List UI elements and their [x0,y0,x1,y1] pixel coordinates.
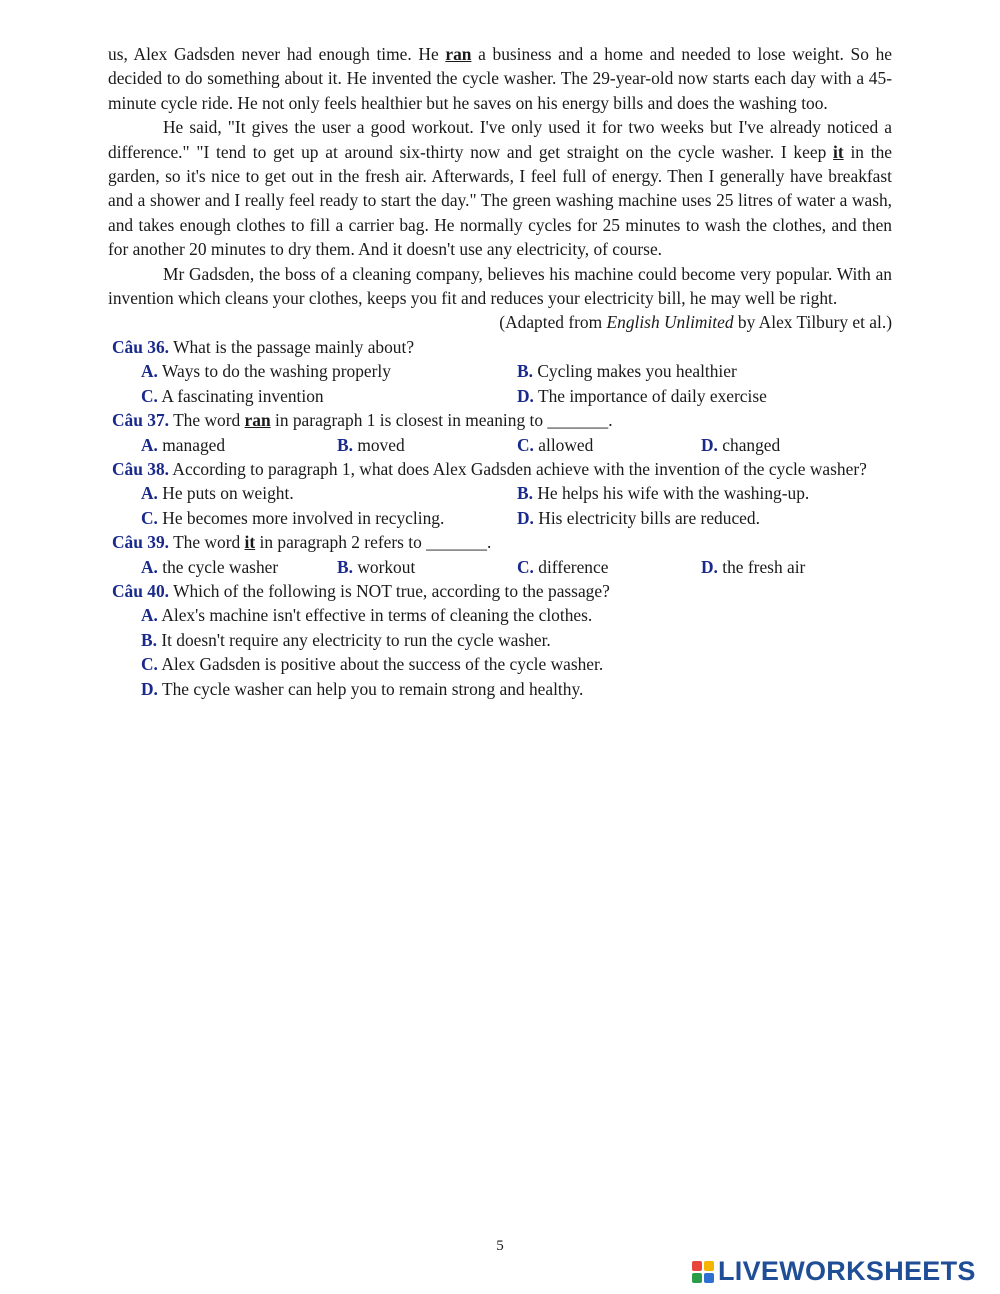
option-letter: D. [701,556,718,577]
option-letter: C. [141,507,158,528]
option-text: A fascinating invention [161,385,324,406]
option-text: He becomes more involved in recycling. [162,507,445,528]
logo-text: LIVEWORKSHEETS [718,1256,976,1286]
logo-square [704,1261,714,1271]
keyword-it: it [244,532,256,553]
option-d[interactable] [701,555,805,579]
option-c[interactable] [517,555,701,579]
option-text: allowed [538,434,594,455]
option-letter: B. [517,361,533,382]
option-letter: A. [141,434,158,455]
option-d[interactable] [108,677,892,701]
option-d[interactable] [517,384,767,408]
option-text: His electricity bills are reduced. [538,507,760,528]
option-letter: C. [141,654,158,675]
source-book-title: English Unlimited [606,312,734,333]
keyword-ran: ran [445,44,472,64]
question-text: What is the passage mainly about? [173,336,415,357]
question-37 [108,408,892,432]
option-text: The importance of daily exercise [537,385,767,406]
option-letter: D. [517,507,534,528]
question-number: Câu 38. [112,458,170,479]
question-40 [108,579,892,603]
source-prefix: (Adapted from [499,312,607,333]
option-text: It doesn't require any electricity to run the cycle washer. [161,629,551,650]
question-37-options [108,433,892,457]
option-text: difference [538,556,609,577]
question-38-options-row-2 [108,506,892,530]
passage-text: in the garden, so it's nice to get out in the fresh air. Afterwards, I feel full of energy. Then I generally have breakfast and a shower and I really feel ready to start the day." The green washing machine uses 25 litres of water a wash, and takes enough clothes to fill a carrier bag. He normally cycles for 25 minutes to wash the clothes, and then for another 20 minutes to dry them. And it doesn't use any electricity, of course. [108,141,893,260]
option-text: the cycle washer [162,556,279,577]
option-letter: D. [141,678,158,699]
option-c[interactable] [141,384,517,408]
option-a[interactable] [141,359,517,383]
option-text: He puts on weight. [162,483,294,504]
option-letter: D. [517,385,534,406]
option-b[interactable] [517,359,737,383]
option-b[interactable] [337,433,517,457]
option-d[interactable] [701,433,780,457]
source-suffix: by Alex Tilbury et al.) [733,312,892,333]
option-a[interactable] [141,433,337,457]
option-letter: A. [141,605,158,626]
option-a[interactable] [108,603,892,627]
question-text: in paragraph 1 is closest in meaning to _______. [270,410,613,431]
option-text: Alex's machine isn't effective in terms of cleaning the clothes. [161,605,593,626]
passage-text: a business and a home and needed to lose weight. So he decided to do something about it. He invented the cycle washer. The 29-year-old now starts each day with a 45-minute cycle ride. He not only feels healthier but he saves on his energy bills and does the washing too. [108,44,893,113]
option-letter: A. [141,556,158,577]
question-36-options-row-1 [108,359,892,383]
question-number: Câu 37. [112,410,170,431]
question-text: The word [173,532,245,553]
option-letter: B. [517,483,533,504]
option-text: Ways to do the washing properly [161,361,391,382]
option-text: The cycle washer can help you to remain strong and healthy. [161,678,584,699]
liveworksheets-logo[interactable] [692,1256,976,1287]
option-c[interactable] [517,433,701,457]
passage-text: us, Alex Gadsden never had enough time. He [108,44,446,64]
option-text: workout [357,556,416,577]
option-letter: B. [141,629,157,650]
keyword-it: it [833,141,844,162]
logo-mark-icon [692,1261,714,1283]
option-text: changed [722,434,781,455]
keyword-ran: ran [244,410,271,431]
passage-text: He said, "It gives the user a good workout. I've only used it for two weeks but I've already noticed a difference." "I tend to get up at around six-thirty now and get straight on the cycle washer. I keep [108,117,892,162]
question-36 [108,335,892,359]
question-36-options-row-2 [108,384,892,408]
question-number: Câu 40. [112,580,170,601]
option-letter: C. [517,434,534,455]
option-letter: B. [337,556,353,577]
question-text: Which of the following is NOT true, according to the passage? [173,580,610,601]
passage-paragraph-2 [108,115,892,261]
question-text: in paragraph 2 refers to _______. [255,532,492,553]
option-a[interactable] [141,481,517,505]
passage-paragraph-1 [108,42,892,115]
option-letter: B. [337,434,353,455]
option-text: He helps his wife with the washing-up. [537,483,810,504]
document-body [108,42,892,701]
page-number: 5 [496,1238,504,1254]
question-39-options [108,555,892,579]
option-d[interactable] [517,506,760,530]
question-38 [108,457,892,481]
option-c[interactable] [108,652,892,676]
option-c[interactable] [141,506,517,530]
option-letter: C. [517,556,534,577]
question-text: According to paragraph 1, what does Alex Gadsden achieve with the invention of the cycle washer? [172,458,867,479]
option-text: Cycling makes you healthier [537,361,737,382]
question-text: The word [173,410,245,431]
question-39 [108,530,892,554]
option-letter: C. [141,385,158,406]
option-b[interactable] [337,555,517,579]
option-b[interactable] [108,628,892,652]
passage-paragraph-3: Mr Gadsden, the boss of a cleaning company, believes his machine could become very popular. With an invention which cleans your clothes, keeps you fit and reduces your electricity bill, he may well be right. [108,263,892,309]
option-text: managed [162,434,226,455]
option-text: moved [357,434,405,455]
option-letter: D. [701,434,718,455]
source-citation [108,310,892,334]
option-b[interactable] [517,481,809,505]
question-number: Câu 39. [112,532,170,553]
option-text: Alex Gadsden is positive about the success of the cycle washer. [161,654,604,675]
option-letter: A. [141,483,158,504]
logo-square [692,1261,702,1271]
option-a[interactable] [141,555,337,579]
option-text: the fresh air [722,556,806,577]
question-38-options-row-1 [108,481,892,505]
logo-square [704,1273,714,1283]
question-number: Câu 36. [112,336,170,357]
logo-square [692,1273,702,1283]
option-letter: A. [141,361,158,382]
